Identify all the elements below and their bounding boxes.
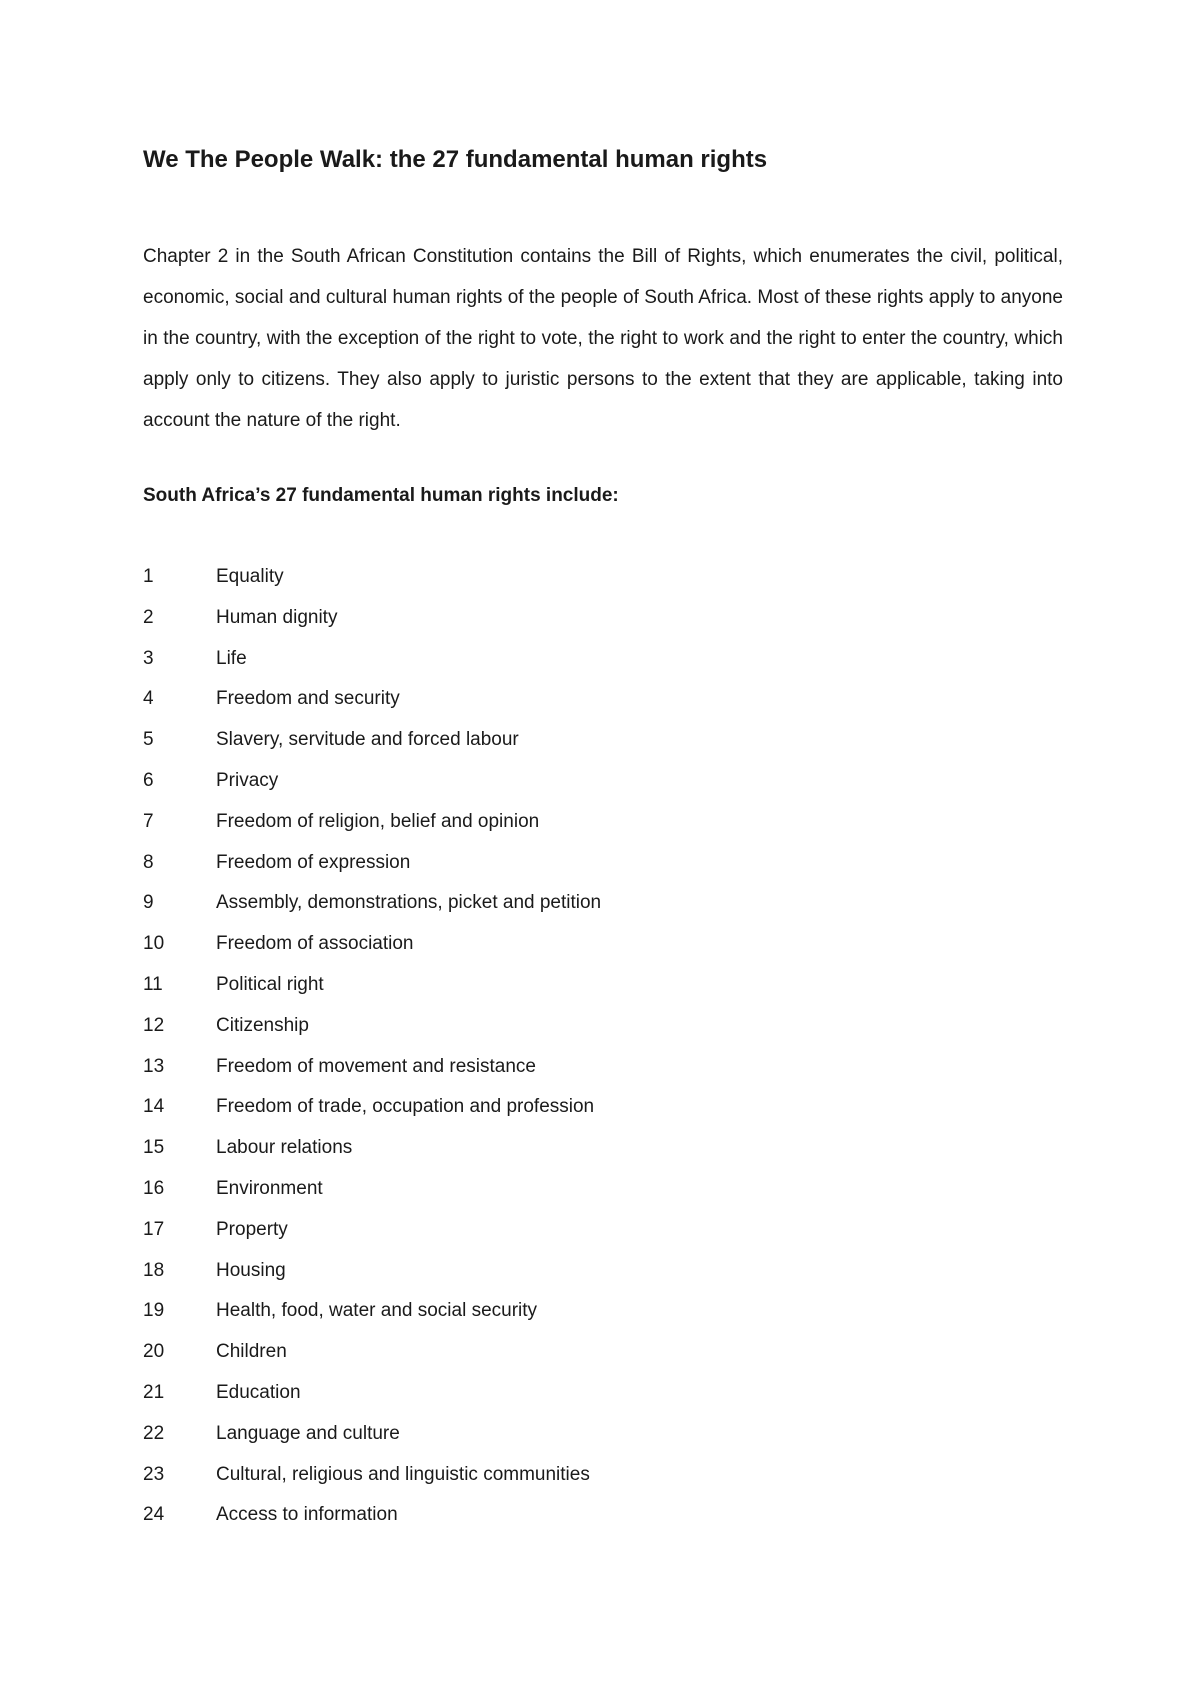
list-item-number: 20 [143,1341,165,1363]
list-item-label: Slavery, servitude and forced labour [216,729,519,751]
list-item-number: 11 [143,973,163,995]
list-item-label: Children [216,1341,287,1363]
list-item-label: Political right [216,973,324,995]
list-item-label: Cultural, religious and linguistic communities [216,1463,590,1485]
list-item [143,1092,601,1133]
list-item [143,1133,601,1174]
rights-list [143,562,601,1541]
list-item-number: 23 [143,1463,165,1485]
list-item [143,1378,601,1419]
list-item-number: 4 [143,688,154,710]
list-item-label: Education [216,1381,301,1403]
list-item [143,807,601,848]
list-item [143,1419,601,1460]
list-item-number: 17 [143,1218,165,1240]
list-item [143,888,601,929]
list-item-number: 7 [143,810,154,832]
list-item-number: 18 [143,1259,165,1281]
list-item [143,1296,601,1337]
list-item-number: 2 [143,606,154,628]
list-item-label: Housing [216,1259,286,1281]
list-item-number: 22 [143,1422,165,1444]
list-item [143,684,601,725]
list-item [143,1337,601,1378]
list-item-number: 9 [143,892,154,914]
list-item-label: Labour relations [216,1137,353,1159]
list-item [143,725,601,766]
list-item [143,970,601,1011]
list-item-label: Life [216,647,247,669]
list-item-label: Freedom and security [216,688,400,710]
list-item-label: Language and culture [216,1422,400,1444]
list-item-number: 12 [143,1014,165,1036]
list-item [143,1500,601,1541]
list-item-label: Assembly, demonstrations, picket and petition [216,892,602,914]
list-item [143,766,601,807]
list-item-label: Freedom of association [216,933,414,955]
list-item-number: 5 [143,729,154,751]
list-item-number: 3 [143,647,154,669]
list-item-label: Freedom of religion, belief and opinion [216,810,540,832]
list-item [143,1011,601,1052]
list-item-number: 15 [143,1137,165,1159]
list-item [143,1460,601,1501]
list-item-number: 13 [143,1055,165,1077]
list-item [143,562,601,603]
list-item-label: Privacy [216,769,279,791]
list-item-number: 16 [143,1177,165,1199]
list-item-number: 24 [143,1504,165,1526]
list-item [143,1256,601,1297]
list-item-number: 1 [143,566,154,587]
list-item-label: Freedom of movement and resistance [216,1055,536,1077]
list-item-label: Environment [216,1177,323,1199]
list-item [143,1052,601,1093]
page-title: We The People Walk: the 27 fundamental human rights [143,146,768,173]
list-item [143,848,601,889]
list-item-label: Citizenship [216,1014,309,1036]
list-item [143,644,601,685]
list-item [143,1174,601,1215]
list-item-number: 6 [143,769,154,791]
list-item-label: Equality [216,566,284,587]
list-item [143,1215,601,1256]
list-item-number: 8 [143,851,154,873]
list-item-number: 19 [143,1300,165,1322]
list-item-number: 14 [143,1096,165,1118]
list-item [143,929,601,970]
list-item-label: Access to information [216,1504,398,1526]
list-item [143,603,601,644]
list-item-label: Health, food, water and social security [216,1300,538,1322]
list-item-number: 21 [143,1381,165,1403]
list-item-label: Freedom of expression [216,851,411,873]
list-item-number: 10 [143,933,165,955]
list-heading: South Africa’s 27 fundamental human rights include: [143,485,619,506]
list-item-label: Property [216,1218,288,1240]
list-item-label: Human dignity [216,606,338,628]
intro-paragraph: Chapter 2 in the South African Constitution contains the Bill of Rights, which enumerates the civil, political, economic, social and cultural human rights of the people of South Africa. Most of these rights apply to anyone in the country, with the exception of the right to vote, the right to work and the right to enter the country, which apply only to citizens. They also apply to juristic persons to the extent that they are applicable, taking into account the nature of the right. [143,246,1063,431]
list-item-label: Freedom of trade, occupation and profession [216,1096,595,1118]
